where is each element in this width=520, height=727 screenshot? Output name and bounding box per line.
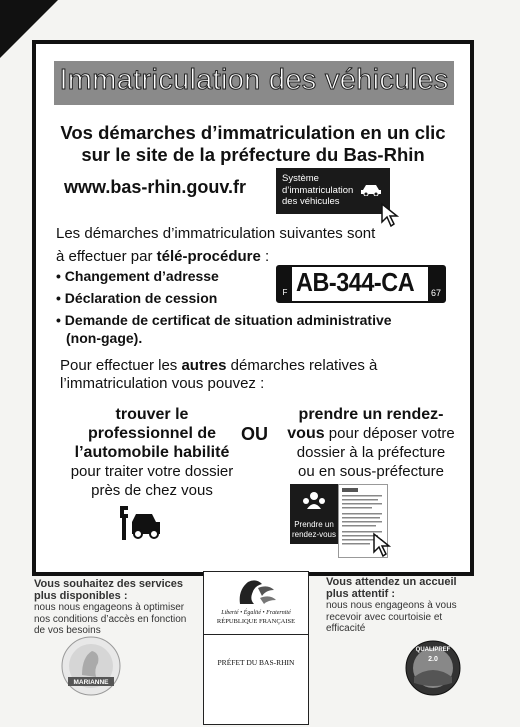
- mechanic-car-icon: [118, 504, 162, 542]
- headline-line2: sur le site de la préfecture du Bas-Rhin: [81, 144, 425, 165]
- system-button-label: Système d’immatriculation des véhicules: [282, 173, 354, 207]
- cursor-icon: [372, 532, 394, 558]
- svg-text:MARIANNE: MARIANNE: [73, 679, 109, 686]
- marianne-seal-icon: [60, 635, 122, 697]
- plate-number: AB-344-CA: [296, 267, 415, 297]
- banner-title: Immatriculation des véhicules: [59, 64, 449, 96]
- footer: [0, 573, 520, 727]
- footer-reception: Vous attendez un accueil plus attentif : nous nous engageons à vous recevoir avec courtoisie et efficacité: [326, 576, 457, 634]
- republic-logo: [204, 572, 308, 635]
- appointment-button-label: Prendre un rendez-vous: [291, 520, 337, 539]
- prefet-label: PRÉFET DU BAS-RHIN: [217, 658, 295, 667]
- intro-text: Les démarches d’immatriculation suivantes sont à effectuer par télé-procédure :: [56, 225, 376, 265]
- license-plate: [276, 265, 446, 303]
- svg-text:QUALIPREF: QUALIPREF: [415, 647, 451, 653]
- cursor-icon: [380, 202, 402, 228]
- plate-eu-band: F: [278, 267, 292, 301]
- or-separator: OU: [241, 424, 268, 444]
- option-professional: trouver le professionnel de l’automobile habilité pour traiter votre dossier près de chez vous: [70, 406, 234, 499]
- procedure-item-cont: (non-gage).: [66, 330, 143, 346]
- option-appointment: prendre un rendez- vous pour déposer votre dossier à la préfecture ou en sous-préfecture: [287, 406, 455, 480]
- footer-availability: Vous souhaitez des services plus disponibles : nous nous engageons à optimiser nos conditions d’accès en fonction de vos besoins: [34, 578, 187, 636]
- system-button[interactable]: [276, 168, 390, 214]
- republic-name: RÉPUBLIQUE FRANÇAISE: [216, 618, 296, 625]
- car-icon: [360, 182, 382, 196]
- poster: [32, 40, 474, 576]
- svg-text:2.0: 2.0: [428, 656, 438, 663]
- appointment-button[interactable]: [290, 484, 338, 544]
- prefecture-logo-box: [203, 571, 309, 725]
- people-icon: [301, 489, 327, 515]
- headline-line1: Vos démarches d’immatriculation en un clic: [60, 122, 446, 143]
- marianne-logo-icon: [232, 576, 278, 606]
- website-url[interactable]: www.bas-rhin.gouv.fr: [64, 177, 247, 197]
- banner: [54, 61, 454, 105]
- qualipref-seal-icon: [404, 639, 462, 697]
- procedure-item: • Demande de certificat de situation administrative: [56, 312, 392, 328]
- procedure-item: • Changement d’adresse: [56, 268, 219, 284]
- plate-region-band: 67: [428, 267, 444, 301]
- procedure-item: • Déclaration de cession: [56, 290, 218, 306]
- other-procedures-text: Pour effectuer les autres démarches relatives à l’immatriculation vous pouvez :: [60, 357, 378, 392]
- headline: [36, 122, 470, 166]
- republic-motto: Liberté • Égalité • Fraternité: [221, 610, 291, 616]
